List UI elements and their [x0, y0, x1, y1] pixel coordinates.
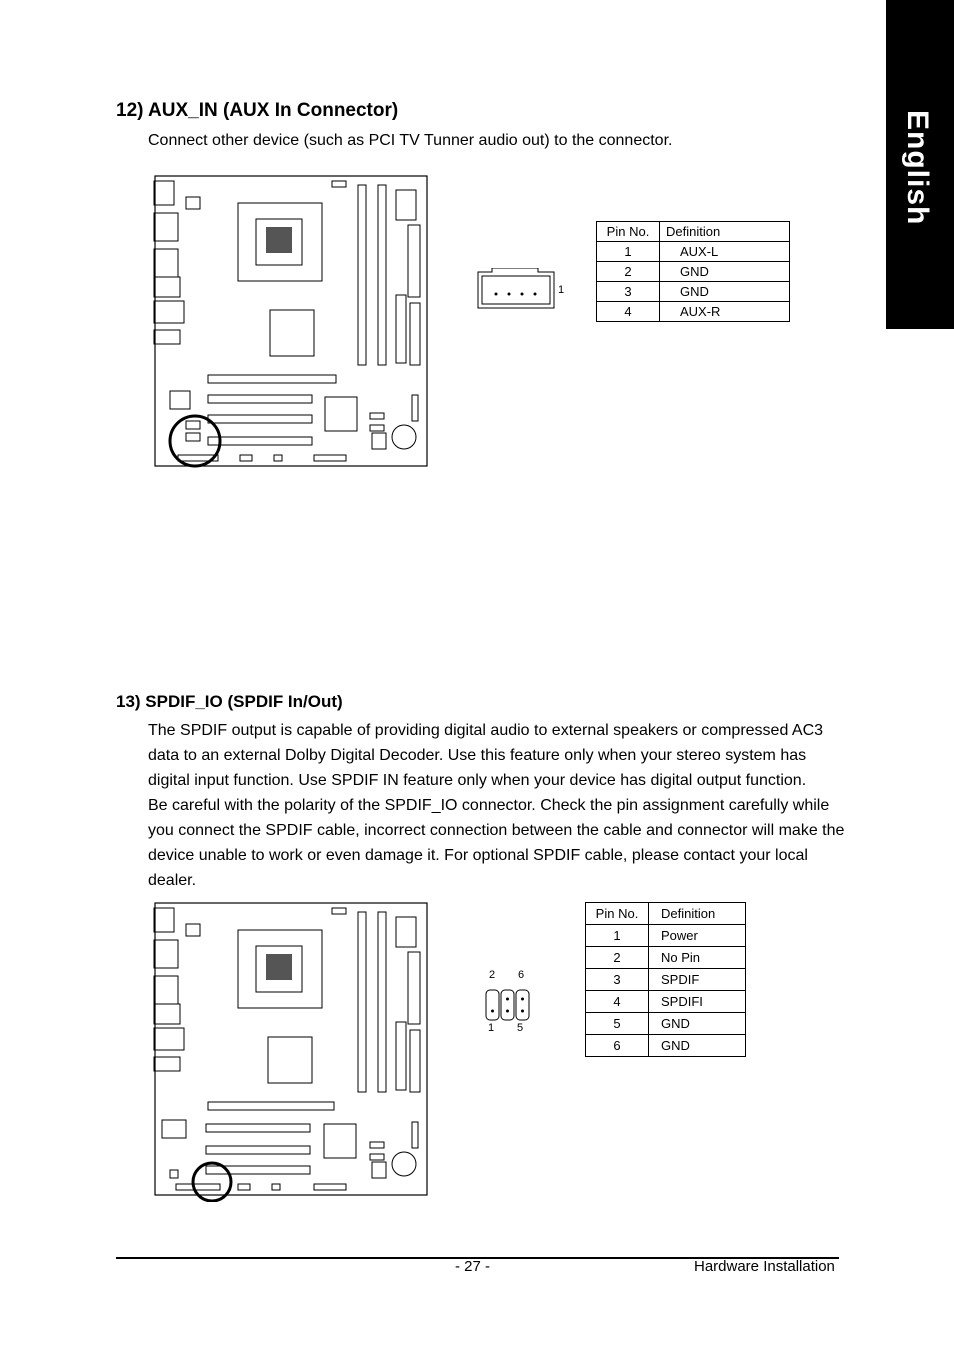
table-cell: 3: [597, 282, 660, 302]
table-cell: Power: [649, 925, 746, 947]
spdif-pin-label: 6: [518, 969, 525, 981]
paragraph-line: dealer.: [148, 872, 197, 889]
table-header: Definition: [660, 222, 790, 242]
spdif-pin-label: 2: [489, 969, 496, 981]
table-cell: 4: [597, 302, 660, 322]
section-12-text: Connect other device (such as PCI TV Tunner audio out) to the connector.: [148, 132, 673, 149]
table-cell: AUX-R: [660, 302, 790, 322]
spdif-pin-table: [585, 902, 746, 1057]
spdif-pin-label: 5: [517, 1022, 524, 1034]
table-cell: GND: [649, 1013, 746, 1035]
paragraph-line: The SPDIF output is capable of providing digital audio to external speakers or compressed AC3: [148, 722, 824, 739]
motherboard-diagram-spdif: [150, 902, 430, 1202]
paragraph-line: Be careful with the polarity of the SPDIF_IO connector. Check the pin assignment carefully while: [148, 797, 830, 814]
aux-connector-icon: [476, 268, 556, 312]
paragraph-line: digital input function. Use SPDIF IN feature only when your device has digital output function.: [148, 772, 807, 789]
table-cell: AUX-L: [660, 242, 790, 262]
table-cell: 5: [586, 1013, 649, 1035]
paragraph-line: device unable to work or even damage it. For optional SPDIF cable, please contact your local: [148, 847, 808, 864]
page-number: - 27 -: [455, 1258, 491, 1275]
table-cell: 4: [586, 991, 649, 1013]
table-cell: 1: [586, 925, 649, 947]
aux-pin-1-label: 1: [558, 284, 565, 296]
paragraph-line: you connect the SPDIF cable, incorrect connection between the cable and connector will make the: [148, 822, 845, 839]
table-cell: SPDIFI: [649, 991, 746, 1013]
aux-pin-table: [596, 221, 790, 322]
table-cell: GND: [660, 262, 790, 282]
language-tab-label: English: [901, 110, 934, 226]
table-header: Definition: [649, 903, 746, 925]
footer-section: Hardware Installation: [694, 1258, 835, 1275]
table-cell: GND: [649, 1035, 746, 1057]
table-cell: GND: [660, 282, 790, 302]
table-cell: 6: [586, 1035, 649, 1057]
spdif-header-icon: [485, 988, 531, 1022]
section-13-paragraph: [148, 718, 848, 893]
motherboard-diagram-aux: [150, 175, 430, 470]
section-13-title: 13) SPDIF_IO (SPDIF In/Out): [116, 692, 343, 711]
spdif-pin-label: 1: [488, 1022, 495, 1034]
table-header: Pin No.: [586, 903, 649, 925]
table-cell: 3: [586, 969, 649, 991]
table-cell: 2: [586, 947, 649, 969]
table-cell: No Pin: [649, 947, 746, 969]
table-cell: 2: [597, 262, 660, 282]
table-cell: SPDIF: [649, 969, 746, 991]
table-cell: 1: [597, 242, 660, 262]
section-12-title: 12) AUX_IN (AUX In Connector): [116, 100, 399, 121]
language-tab: [886, 0, 954, 329]
paragraph-line: data to an external Dolby Digital Decoder. Use this feature only when your stereo system has: [148, 747, 807, 764]
table-header: Pin No.: [597, 222, 660, 242]
